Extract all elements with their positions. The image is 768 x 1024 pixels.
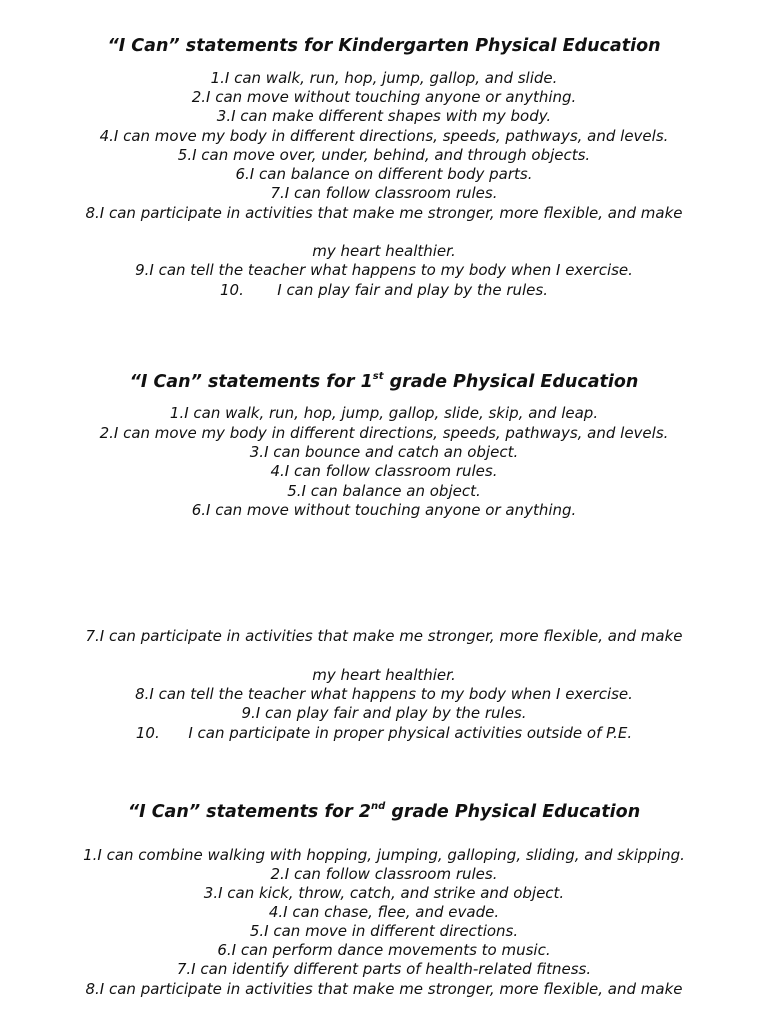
statement-line: 6.I can perform dance movements to music. (217, 941, 551, 959)
section-heading-first-grade (0, 371, 768, 393)
statement-line: 2.I can move my body in different directions, speeds, pathways, and levels. (99, 424, 669, 442)
statement-line: 10. I can play fair and play by the rules. (220, 281, 548, 299)
statement-line: 7.I can follow classroom rules. (270, 184, 498, 202)
heading-superscript: st (372, 371, 384, 383)
statement-line: my heart healthier. (312, 242, 456, 260)
statement-line: 4.I can follow classroom rules. (270, 462, 498, 480)
statement-line: my heart healthier. (312, 666, 456, 684)
heading-text: “I Can” statements for 1 (129, 372, 373, 392)
statement-line: 1.I can combine walking with hopping, jumping, galloping, sliding, and skipping. (83, 846, 685, 864)
heading-text: “I Can” statements for 2 (127, 802, 371, 822)
statement-line: 1.I can walk, run, hop, jump, gallop, slide, skip, and leap. (169, 404, 599, 422)
statement-line: 2.I can move without touching anyone or anything. (191, 88, 577, 106)
statement-line: 3.I can make different shapes with my body. (216, 107, 552, 125)
section-heading-kindergarten (0, 35, 768, 57)
statement-line: 8.I can participate in activities that make me stronger, more flexible, and make (85, 980, 683, 998)
statement-line: 6.I can move without touching anyone or anything. (191, 501, 577, 519)
statement-line: 7.I can identify different parts of health-related fitness. (176, 960, 592, 978)
statement-line: 8.I can participate in activities that make me stronger, more flexible, and make (85, 204, 683, 222)
statement-line: 3.I can bounce and catch an object. (249, 443, 519, 461)
statement-line: 4.I can chase, flee, and evade. (268, 903, 500, 921)
statement-line: 5.I can balance an object. (287, 482, 481, 500)
statement-line: 7.I can participate in activities that make me stronger, more flexible, and make (85, 627, 683, 645)
statement-line: 8.I can tell the teacher what happens to my body when I exercise. (135, 685, 633, 703)
statement-line: 10. I can participate in proper physical activities outside of P.E. (135, 724, 633, 742)
statement-line: 5.I can move in different directions. (249, 922, 519, 940)
statement-line: 9.I can tell the teacher what happens to my body when I exercise. (135, 261, 633, 279)
heading-text: grade Physical Education (385, 802, 641, 822)
heading-text: “I Can” statements for Kindergarten Physical Education (107, 36, 661, 56)
statement-line: 9.I can play fair and play by the rules. (241, 704, 527, 722)
statement-line: 3.I can kick, throw, catch, and strike and object. (203, 884, 565, 902)
statement-line: 5.I can move over, under, behind, and through objects. (177, 146, 591, 164)
section-heading-second-grade (0, 801, 768, 823)
statement-line: 2.I can follow classroom rules. (270, 865, 498, 883)
heading-superscript: nd (370, 801, 386, 813)
statement-line: 4.I can move my body in different directions, speeds, pathways, and levels. (99, 127, 669, 145)
statement-line: 6.I can balance on different body parts. (235, 165, 533, 183)
statement-line: 1.I can walk, run, hop, jump, gallop, and slide. (210, 69, 558, 87)
heading-text: grade Physical Education (383, 372, 639, 392)
